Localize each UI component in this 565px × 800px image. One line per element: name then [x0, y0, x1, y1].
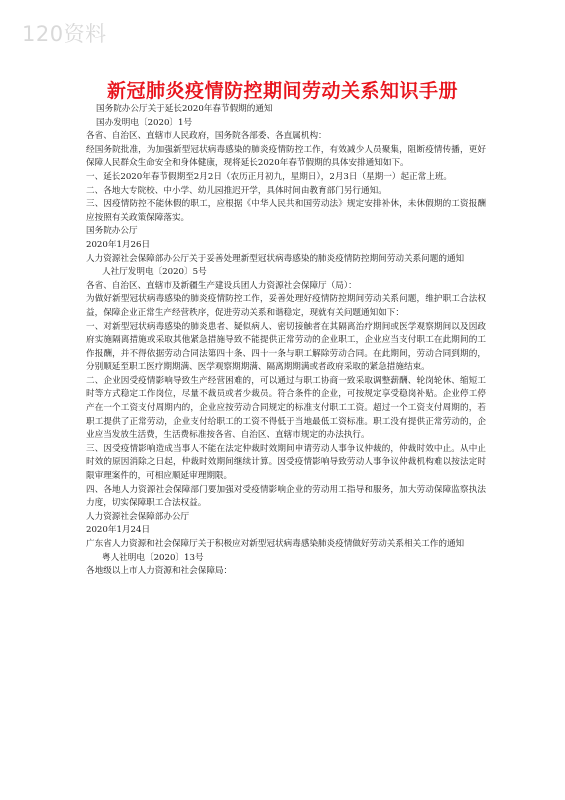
paragraph: 一、延长2020年春节假期至2月2日（农历正月初九，星期日），2月3日（星期一）起正常上班。: [86, 171, 453, 182]
paragraph: 人力资源社会保障部办公厅关于妥善处理新型冠状病毒感染的肺炎疫情防控期间劳动关系问题的通知: [86, 253, 465, 264]
paragraph: 二、企业因受疫情影响导致生产经营困难的，可以通过与职工协商一致采取调整薪酬、轮岗轮休、缩短工时等方式稳定工作岗位，尽量不裁员或者少裁员。符合条件的企业，可按规定享受稳岗补贴。企业停工停产在一个工资支付周期内的，企业应按劳动合同规定的标准支付职工工资。超过一个工资支付周期的，若职工提供了正常劳动，企业支付给职工的工资不得低于当地最低工资标准。职工没有提供正常劳动的，企业应当发放生活费，生活费标准按各省、自治区、直辖市规定的办法执行。: [86, 375, 486, 441]
paragraph: 各地级以上市人力资源和社会保障局：: [86, 566, 233, 577]
paragraph: 各省、自治区、直辖市人民政府，国务院各部委、各直属机构：: [86, 131, 327, 142]
paragraph: 粤人社明电〔2020〕13号: [102, 552, 204, 563]
paragraph: 经国务院批准，为加强新型冠状病毒感染的肺炎疫情防控工作，有效减少人员聚集，阻断疫情传播，更好保障人民群众生命安全和身体健康，现将延长2020年春节假期的具体安排通知如下。: [86, 144, 486, 169]
paragraph: 2020年1月26日: [86, 239, 151, 250]
document-body: [86, 103, 486, 579]
watermark-logo: 120资料: [22, 22, 107, 46]
paragraph: 国务院办公厅关于延长2020年春节假期的通知: [96, 104, 273, 114]
paragraph: 二、各地大专院校、中小学、幼儿园推迟开学，具体时间由教育部门另行通知。: [86, 185, 387, 196]
paragraph: 三、因受疫情影响造成当事人不能在法定仲裁时效期间申请劳动人事争议仲裁的，仲裁时效中止。从中止时效的原因消除之日起，仲裁时效期间继续计算。因受疫情影响导致劳动人事争议仲裁机构难以按法定时限审理案件的，可相应顺延审理期限。: [86, 443, 486, 482]
document-title: 新冠肺炎疫情防控期间劳动关系知识手册: [106, 80, 458, 102]
paragraph: 人社厅发明电〔2020〕5号: [102, 267, 207, 278]
paragraph: 2020年1月24日: [86, 525, 151, 536]
paragraph: 国办发明电〔2020〕1号: [96, 117, 193, 128]
paragraph: 为做好新型冠状病毒感染的肺炎疫情防控工作，妥善处理好疫情防控期间劳动关系问题，维护职工合法权益，保障企业正常生产经营秩序，促进劳动关系和谐稳定，现就有关问题通知如下：: [86, 294, 486, 318]
paragraph: 四、各地人力资源社会保障部门要加强对受疫情影响企业的劳动用工指导和服务，加大劳动保障监察执法力度，切实保障职工合法权益。: [86, 484, 486, 509]
paragraph: 国务院办公厅: [86, 226, 138, 237]
paragraph: 三、因疫情防控不能休假的职工，应根据《中华人民共和国劳动法》规定安排补休，未休假期的工资报酬应按照有关政策保障落实。: [86, 199, 486, 223]
paragraph: 广东省人力资源和社会保障厅关于积极应对新型冠状病毒感染肺炎疫情做好劳动关系相关工作的通知: [86, 539, 465, 549]
paragraph: 一、对新型冠状病毒感染的肺炎患者、疑似病人、密切接触者在其隔离治疗期间或医学观察期间以及因政府实施隔离措施或采取其他紧急措施导致不能提供正常劳动的企业职工，企业应当支付职工在此期间的工作报酬，并不得依据劳动合同法第四十条、四十一条与职工解除劳动合同。在此期间，劳动合同到期的，分别顺延至职工医疗期期满、医学观察期期满、隔离期期满或者政府采取的紧急措施结束。: [86, 321, 486, 373]
paragraph: 各省、自治区、直辖市及新疆生产建设兵团人力资源社会保障厅（局）：: [86, 280, 357, 291]
paragraph: 人力资源社会保障部办公厅: [86, 511, 190, 522]
